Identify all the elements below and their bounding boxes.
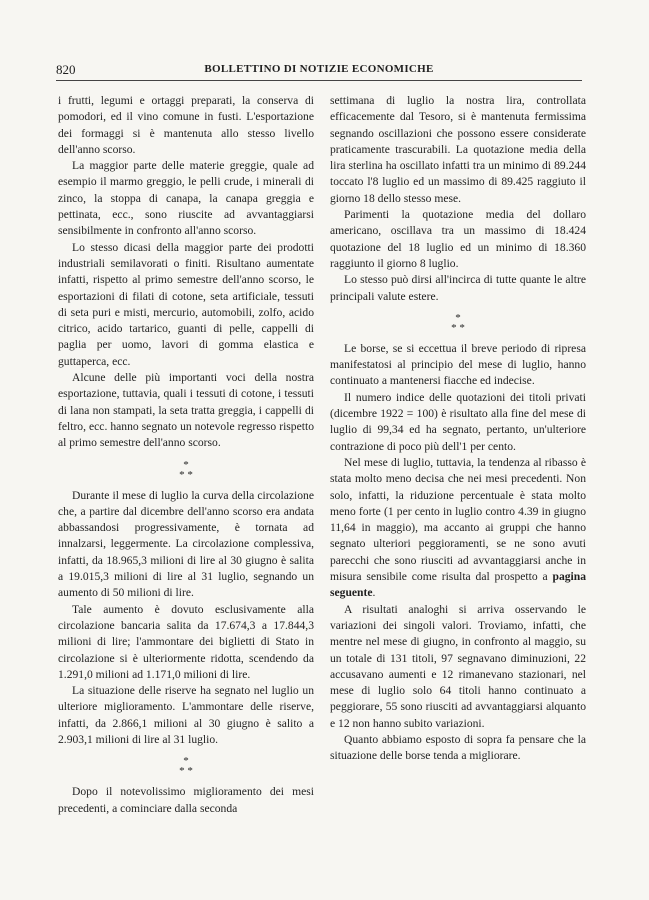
separator-star: *	[183, 755, 189, 768]
paragraph: Alcune delle più importanti voci della nostra esportazione, tuttavia, quali i tessuti di cotone, i tessuti di lana non stampati, la seta tratta greggia, i cappelli di feltro, ecc. hanno segnato un notevole regresso rispetto al primo semestre dell'anno scorso.	[58, 371, 314, 450]
separator-star: *	[455, 311, 461, 324]
right-column	[330, 93, 586, 765]
separator-star: *	[183, 458, 189, 471]
section-separator	[330, 313, 586, 333]
paragraph: La maggior parte delle materie greggie, quale ad esempio il marmo greggio, le pelli crude, i minerali di zinco, la stoppa di canapa, la canapa greggia e pettinata, ecc., sono riuscite ad avvantaggiarsi sensibilmente in confronto all'anno scorso.	[58, 159, 314, 238]
page-number: 820	[56, 62, 76, 77]
paragraph: Il numero indice delle quotazioni dei titoli privati (dicembre 1922 = 100) è risultato alla fine del mese di luglio di 99,34 ed ha segnato, pertanto, un'ulteriore contrazione di poco più dell'1 per cento.	[330, 390, 586, 453]
paragraph: Tale aumento è dovuto esclusivamente alla circolazione bancaria salita da 17.674,3 a 17.844,3 milioni di lire; l'ammontare dei biglietti di Stato in circolazione si è ulteriormente ridotta, scendendo da 1.291,0 milioni ad 1.171,0 milioni di lire.	[58, 602, 314, 681]
separator-stars: * *	[451, 321, 465, 334]
paragraph: Parimenti la quotazione media del dollaro americano, oscillava tra un massimo di 18.424 quotazione del 18 luglio ed un minimo di 18.360 raggiunto il giorno 8 luglio.	[330, 208, 586, 270]
paragraph: Durante il mese di luglio la curva della circolazione che, a partire dal dicembre dell'anno scorso era andata abbassandosi progressivamente, è tornata ad innalzarsi, leggermente. La circolazione complessiva, infatti, da 18.965,3 milioni di lire al 30 giugno è salita a 19.015,3 milioni di lire al 31 luglio, segnando un aumento di 50 milioni di lire.	[58, 488, 314, 600]
paragraph: i frutti, legumi e ortaggi preparati, la conserva di pomodori, ed il vino comune in fusti. L'esportazione dei formaggi si è mantenuta allo stesso livello dell'anno scorso.	[58, 94, 314, 156]
paragraph-text: Nel mese di luglio, tuttavia, la tendenza al ribasso è stata molto meno decisa che nei mesi precedenti. Non solo, infatti, la riduzione percentuale è stata molto meno forte (1 per cento in luglio contro 4.39 in giugno 11,64 in maggio), ma accanto ai gruppi che hanno segnato ulteriori peggioramenti, se ne sono avuti parecchi che sono riusciti ad avvantaggiarsi anche in misura sensibile come risulta dal prospetto a	[330, 455, 586, 584]
separator-stars: * *	[179, 468, 193, 481]
paragraph: settimana di luglio la nostra lira, controllata efficacemente dal Tesoro, si è mantenuta fermissima segnando oscillazioni che possono essere considerate praticamente trascurabili. La quotazione media della lira sterlina ha oscillato infatti tra un minimo di 89.244 toccato l'8 luglio ed un massimo di 89.425 raggiuto il giorno 18 dello stesso mese.	[330, 94, 586, 205]
paragraph: A risultati analoghi si arriva osservando le variazioni dei singoli valori. Troviamo, infatti, che mentre nel mese di giugno, in confronto al maggio, su un totale di 131 titoli, 97 segnavano diminuzioni, 22 accusavano aumenti e 12 rimanevano stazionari, nel mese di luglio solo 64 titoli hanno continuato a peggiorare, 55 sono riusciti ad avvantaggiarsi alquanto e 12 non hanno subito variazioni.	[330, 602, 586, 730]
paragraph: Lo stesso dicasi della maggior parte dei prodotti industriali semilavorati o finiti. Risultano aumentate infatti, rispetto al primo semestre dell'anno scorso, le esportazioni di filati di cotone, seta artificiale, tessuti di seta puri e misti, mercurio, automobili, zolfo, acido citrico, acido tartarico, guanti di pelle, cappelli di paglia per uomo, lavori di gomma elastica e guttaperca, ecc.	[58, 240, 314, 368]
left-column	[58, 93, 314, 817]
paragraph: Quanto abbiamo esposto di sopra fa pensare che la situazione delle borse tenda a migliorare.	[330, 732, 586, 763]
paragraph: Lo stesso può dirsi all'incirca di tutte quante le altre principali valute estere.	[330, 273, 586, 303]
bold-phrase: pagina seguente	[330, 570, 587, 600]
paragraph: Dopo il notevolissimo miglioramento dei mesi precedenti, a cominciare dalla seconda	[58, 785, 314, 815]
paragraph	[330, 455, 586, 602]
paragraph: Le borse, se si eccettua il breve periodo di ripresa manifestatosi al principio del mese di luglio, hanno continuato a mantenersi fiacche ed indecise.	[330, 341, 586, 388]
paragraph-end: .	[372, 586, 376, 600]
page-header	[56, 60, 582, 81]
running-title: BOLLETTINO DI NOTIZIE ECONOMICHE	[204, 63, 434, 75]
section-separator	[58, 756, 314, 776]
section-separator	[58, 460, 314, 480]
separator-stars: * *	[179, 765, 193, 778]
paragraph: La situazione delle riserve ha segnato nel luglio un ulteriore miglioramento. L'ammontare delle riserve, infatti, da 2.866,1 milioni al 30 giugno è salito a 2.903,1 milioni di lire al 31 luglio.	[58, 684, 314, 746]
